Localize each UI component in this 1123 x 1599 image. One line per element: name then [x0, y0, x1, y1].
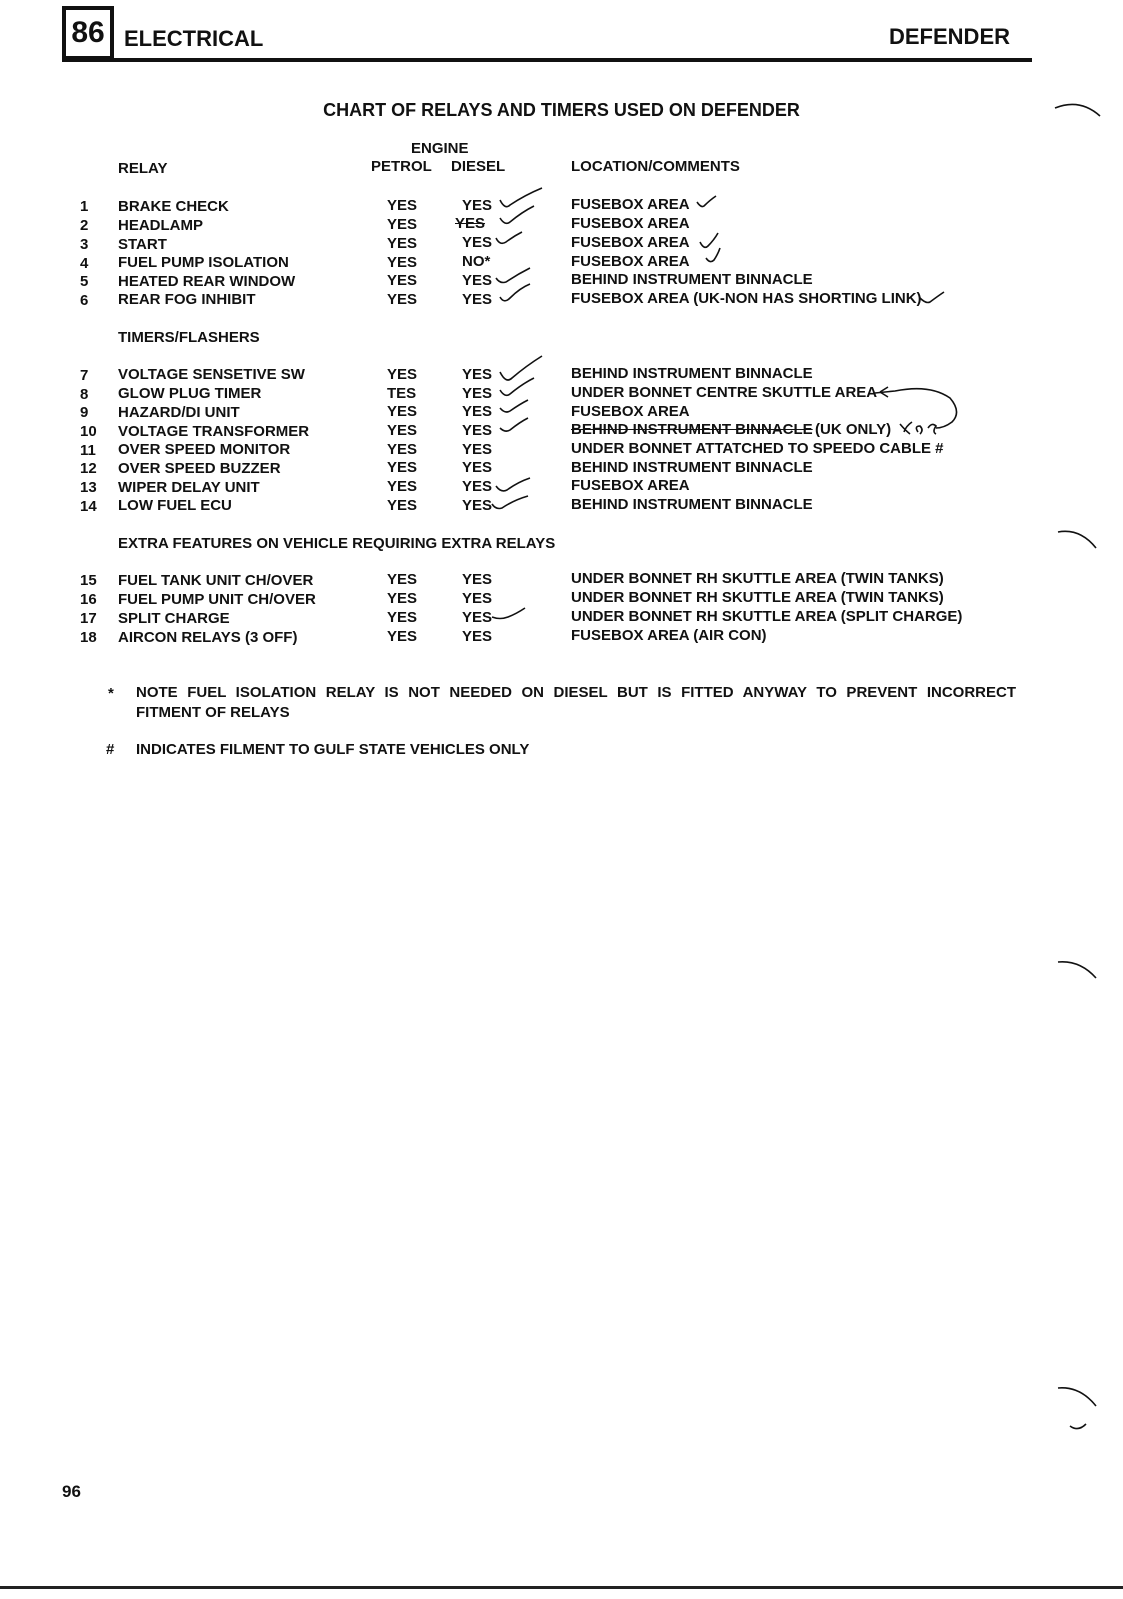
location-value: FUSEBOX AREA — [571, 234, 690, 251]
location-value: FUSEBOX AREA — [571, 403, 690, 420]
petrol-value: YES — [387, 459, 418, 476]
row-number: 16 — [80, 591, 97, 608]
location-suffix: (UK ONLY) — [815, 421, 892, 438]
relay-name: FUEL TANK UNIT CH/OVER — [118, 572, 314, 589]
petrol-value: YES — [387, 422, 418, 439]
tick-mark — [492, 608, 525, 619]
tick-mark — [500, 356, 542, 380]
location-value: FUSEBOX AREA (UK-NON HAS SHORTING LINK) — [571, 290, 922, 307]
tick-mark — [496, 268, 530, 283]
diesel-value: YES — [462, 403, 493, 420]
diesel-value: YES — [462, 197, 493, 214]
location-value: UNDER BONNET RH SKUTTLE AREA (TWIN TANKS) — [571, 589, 944, 606]
tick-mark — [706, 248, 720, 262]
relay-name: GLOW PLUG TIMER — [118, 385, 262, 402]
row-number: 6 — [80, 292, 89, 309]
row-number: 12 — [80, 460, 97, 477]
diesel-value: YES — [455, 215, 486, 232]
petrol-value: YES — [387, 478, 418, 495]
diesel-value: YES — [462, 441, 493, 458]
relay-header: RELAY — [118, 160, 168, 177]
row-number: 1 — [80, 198, 89, 215]
diesel-value: YES — [462, 628, 493, 645]
location-value: BEHIND INSTRUMENT BINNACLE — [571, 421, 813, 438]
chart-title: CHART OF RELAYS AND TIMERS USED ON DEFENDER — [323, 100, 800, 120]
row-number: 10 — [80, 423, 97, 440]
tick-mark — [500, 188, 542, 207]
location-value: FUSEBOX AREA — [571, 215, 690, 232]
note-text: INDICATES FILMENT TO GULF STATE VEHICLES ONLY — [136, 741, 530, 758]
relay-name: SPLIT CHARGE — [118, 610, 230, 627]
diesel-header: DIESEL — [451, 158, 506, 175]
row-number: 13 — [80, 479, 97, 496]
petrol-value: TES — [387, 385, 417, 402]
note-text-line-1: NOTE FUEL ISOLATION RELAY IS NOT NEEDED ON DIESEL BUT IS FITTED ANYWAY TO PREVENT INCORRECT — [136, 684, 1016, 701]
location-value: UNDER BONNET ATTATCHED TO SPEEDO CABLE # — [571, 440, 944, 457]
location-value: UNDER BONNET RH SKUTTLE AREA (SPLIT CHARGE) — [571, 608, 963, 625]
relay-name: AIRCON RELAYS (3 OFF) — [118, 629, 298, 646]
relay-name: OVER SPEED MONITOR — [118, 441, 291, 458]
relay-name: HEADLAMP — [118, 217, 203, 234]
group-title-timers: TIMERS/FLASHERS — [118, 329, 260, 346]
scribble-mark — [1055, 104, 1100, 1428]
model-name: DEFENDER — [889, 24, 1011, 49]
relay-name: LOW FUEL ECU — [118, 497, 232, 514]
tick-mark — [492, 496, 528, 509]
petrol-value: YES — [387, 291, 418, 308]
location-value: BEHIND INSTRUMENT BINNACLE — [571, 496, 813, 513]
diesel-value: YES — [462, 590, 493, 607]
petrol-value: YES — [387, 216, 418, 233]
engine-header: ENGINE — [411, 140, 469, 157]
footer-rule — [0, 1586, 1123, 1589]
tick-mark — [500, 284, 530, 301]
relay-name: BRAKE CHECK — [118, 198, 229, 215]
row-number: 11 — [80, 442, 96, 459]
group-title-extra-features: EXTRA FEATURES ON VEHICLE REQUIRING EXTRA RELAYS — [118, 535, 556, 552]
location-value: BEHIND INSTRUMENT BINNACLE — [571, 365, 813, 382]
location-value: BEHIND INSTRUMENT BINNACLE — [571, 271, 813, 288]
note-marker: * — [108, 685, 114, 702]
relay-name: VOLTAGE TRANSFORMER — [118, 423, 310, 440]
row-number: 5 — [80, 273, 89, 290]
relay-name: START — [118, 236, 167, 253]
row-number: 18 — [80, 629, 97, 646]
petrol-value: YES — [387, 497, 418, 514]
petrol-value: YES — [387, 628, 418, 645]
relay-name: WIPER DELAY UNIT — [118, 479, 260, 496]
petrol-value: YES — [387, 366, 418, 383]
diesel-value: YES — [462, 497, 493, 514]
tick-mark — [496, 232, 522, 243]
petrol-value: YES — [387, 235, 418, 252]
row-number: 3 — [80, 236, 89, 253]
row-number: 17 — [80, 610, 97, 627]
petrol-value: YES — [387, 571, 418, 588]
note-text-line-2: FITMENT OF RELAYS — [136, 704, 290, 721]
relay-name: HEATED REAR WINDOW — [118, 273, 296, 290]
diesel-value: YES — [462, 272, 493, 289]
petrol-value: YES — [387, 254, 418, 271]
tick-mark — [700, 233, 718, 247]
diesel-value: NO* — [462, 253, 491, 270]
page-number: 96 — [62, 1482, 81, 1501]
tick-mark — [496, 478, 530, 491]
diesel-value: YES — [462, 234, 493, 251]
petrol-value: YES — [387, 590, 418, 607]
tick-mark — [697, 196, 716, 207]
row-number: 8 — [80, 386, 89, 403]
row-number: 2 — [80, 217, 89, 234]
relay-name: VOLTAGE SENSETIVE SW — [118, 366, 305, 383]
tick-mark — [500, 400, 528, 412]
location-value: FUSEBOX AREA — [571, 196, 690, 213]
diesel-value: YES — [462, 385, 493, 402]
petrol-value: YES — [387, 441, 418, 458]
diesel-value: YES — [462, 609, 493, 626]
petrol-header: PETROL — [371, 158, 432, 175]
relay-name: FUEL PUMP UNIT CH/OVER — [118, 591, 316, 608]
section-number-box: 86 — [62, 6, 114, 60]
location-value: UNDER BONNET RH SKUTTLE AREA (TWIN TANKS) — [571, 570, 944, 587]
relay-name: OVER SPEED BUZZER — [118, 460, 281, 477]
petrol-value: YES — [387, 403, 418, 420]
location-value: UNDER BONNET CENTRE SKUTTLE AREA — [571, 384, 878, 401]
location-value: BEHIND INSTRUMENT BINNACLE — [571, 459, 813, 476]
petrol-value: YES — [387, 197, 418, 214]
arrow-mark — [875, 387, 957, 428]
petrol-value: YES — [387, 272, 418, 289]
diesel-value: YES — [462, 366, 493, 383]
relay-name: REAR FOG INHIBIT — [118, 291, 256, 308]
relay-name: FUEL PUMP ISOLATION — [118, 254, 289, 271]
tick-mark — [500, 378, 534, 395]
section-title: ELECTRICAL — [124, 26, 264, 51]
location-value: FUSEBOX AREA (AIR CON) — [571, 627, 767, 644]
tick-mark — [500, 206, 534, 223]
row-number: 14 — [80, 498, 97, 515]
tick-mark — [500, 418, 528, 431]
row-number: 7 — [80, 367, 89, 384]
row-number: 9 — [80, 404, 89, 421]
diesel-value: YES — [462, 459, 493, 476]
location-value: FUSEBOX AREA — [571, 253, 690, 270]
row-number: 15 — [80, 572, 97, 589]
row-number: 4 — [80, 255, 89, 272]
note-marker: # — [106, 741, 115, 758]
diesel-value: YES — [462, 422, 493, 439]
location-header: LOCATION/COMMENTS — [571, 158, 740, 175]
tick-mark — [920, 292, 944, 303]
diesel-value: YES — [462, 478, 493, 495]
petrol-value: YES — [387, 609, 418, 626]
diesel-value: YES — [462, 291, 493, 308]
scribble-mark — [900, 422, 936, 434]
relay-name: HAZARD/DI UNIT — [118, 404, 240, 421]
diesel-value: YES — [462, 571, 493, 588]
location-value: FUSEBOX AREA — [571, 477, 690, 494]
